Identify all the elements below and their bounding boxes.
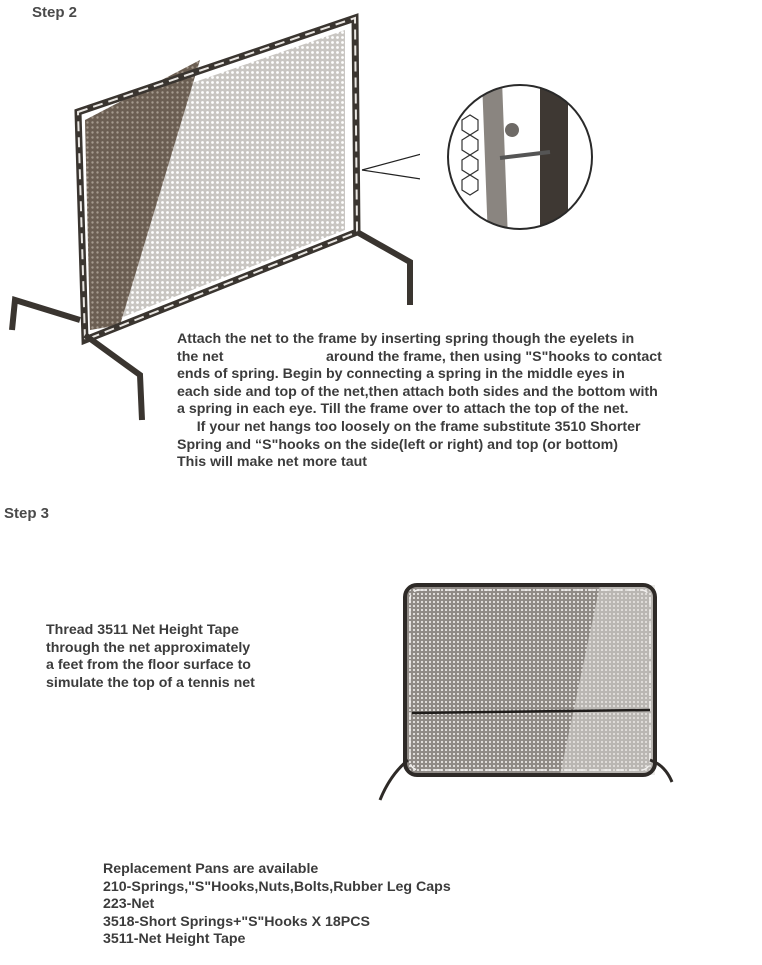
step-2-line: a spring in each eye. Till the frame over to attach the top of the net. <box>177 401 629 418</box>
part-item: 223-Net <box>103 896 155 913</box>
step-2-heading: Step 2 <box>32 4 78 21</box>
step-3-line: Thread 3511 Net Height Tape <box>46 622 239 638</box>
step-2-line: Spring and “S"hooks on the side(left or right) and top (or bottom) <box>177 436 618 453</box>
step-3-heading: Step 3 <box>4 505 50 522</box>
step-3-line: a feet from the floor surface to <box>46 657 251 674</box>
part-item: 210-Springs,"S"Hooks,Nuts,Bolts,Rubber Leg Caps <box>103 878 451 895</box>
step-3-instructions <box>46 622 255 692</box>
replacement-parts-title: Replacement Pans are available <box>103 861 319 877</box>
step-2-line: each side and top of the net,then attach both sides and the bottom with <box>177 383 658 400</box>
step-2-line: the net around the frame, then using "S"hooks to contact <box>177 348 662 365</box>
step-3-line: through the net approximately <box>46 639 251 656</box>
step-3-line: simulate the top of a tennis net <box>46 674 255 691</box>
replacement-parts <box>103 861 451 949</box>
step-2-instructions <box>177 331 662 472</box>
step-2-line: This will make net more taut <box>177 454 368 471</box>
step-2-line: Attach the net to the frame by inserting spring though the eyelets in <box>177 331 635 347</box>
step-2-line: If your net hangs too loosely on the frame substitute 3510 Shorter <box>177 418 641 435</box>
assembled-net-illustration <box>360 560 680 820</box>
eyelet-detail-callout <box>440 80 600 240</box>
part-item: 3518-Short Springs+"S"Hooks X 18PCS <box>103 913 370 930</box>
step-2-line: ends of spring. Begin by connecting a spring in the middle eyes in <box>177 366 625 383</box>
part-item: 3511-Net Height Tape <box>103 931 246 948</box>
